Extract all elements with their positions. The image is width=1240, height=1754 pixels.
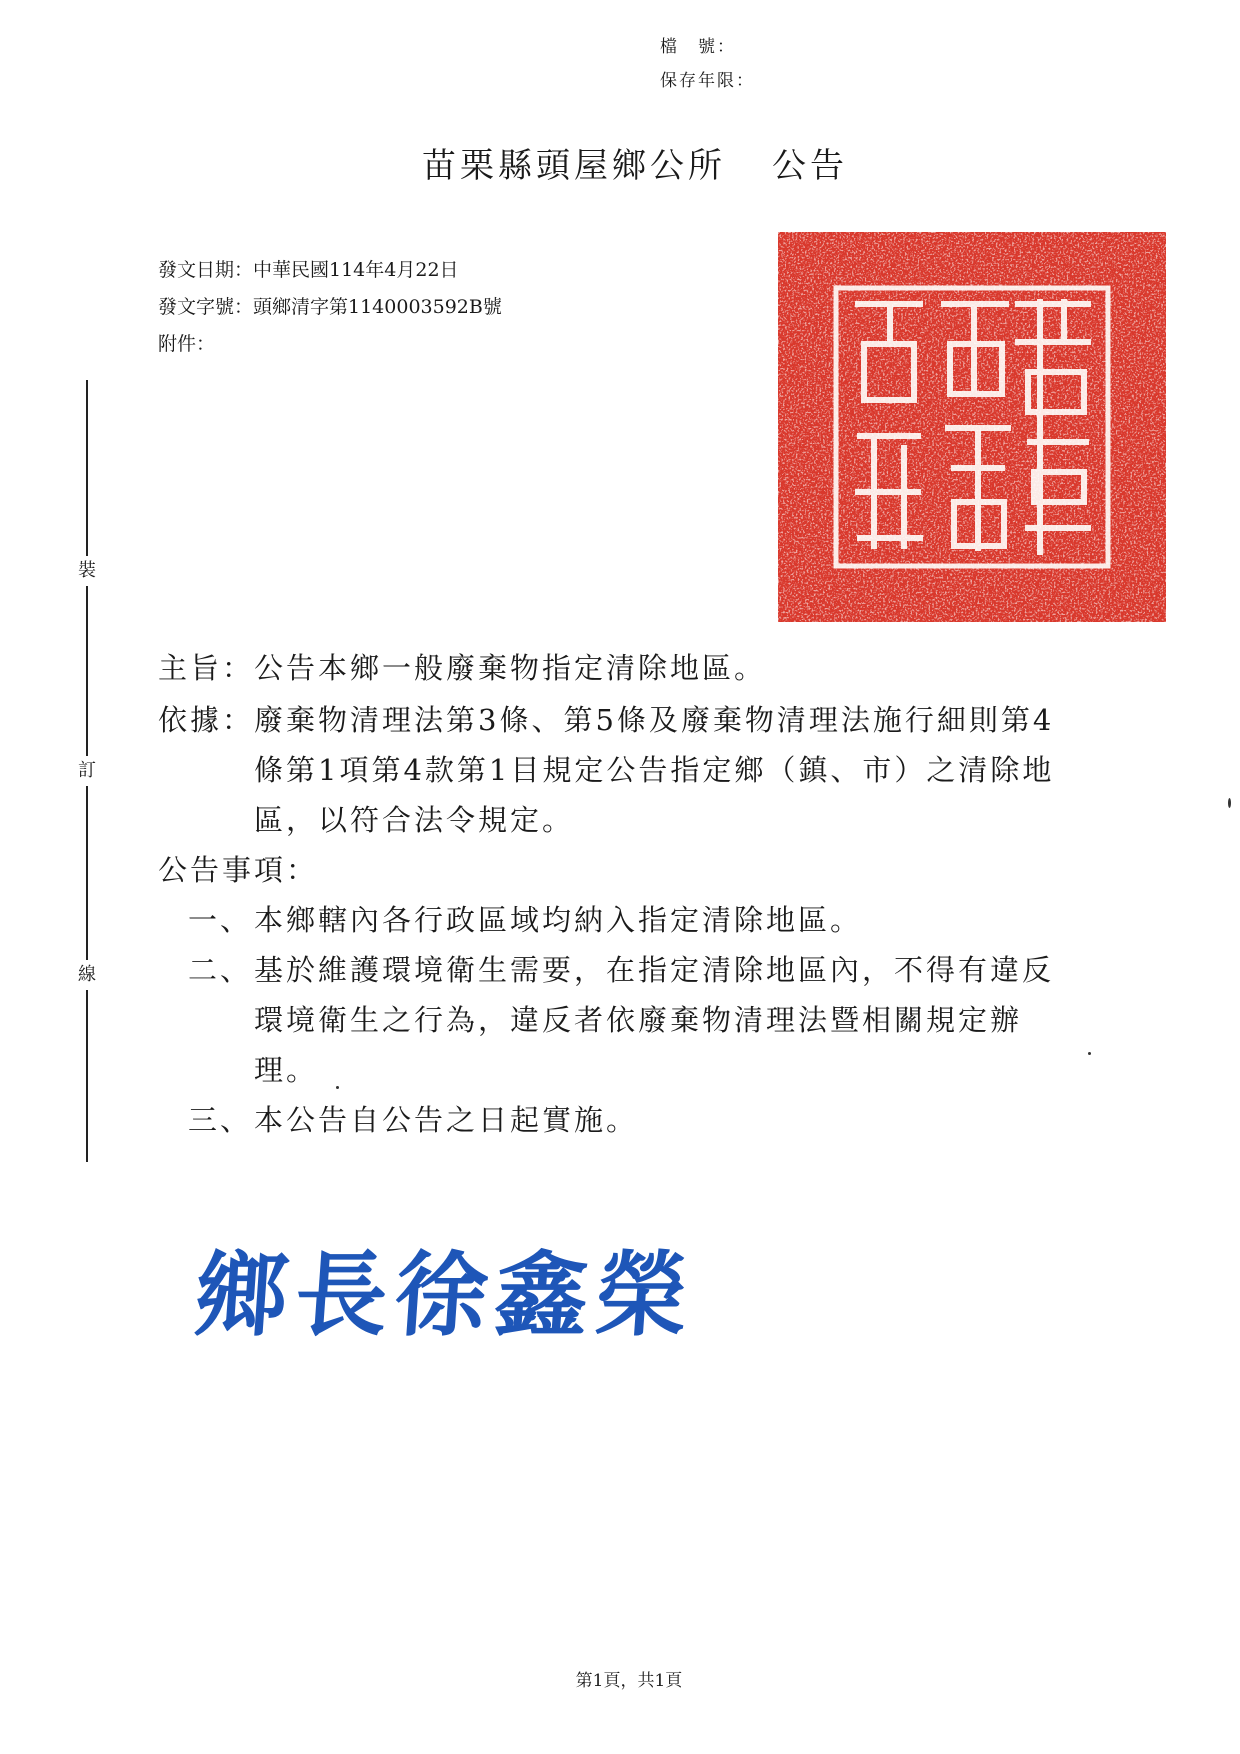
official-seal-icon (778, 232, 1166, 622)
title-kind: 公告 (772, 146, 848, 186)
title-org: 苗栗縣頭屋鄉公所 (422, 146, 726, 186)
basis-line-1: 廢棄物清理法第3條、第5條及廢棄物清理法施行細則第4 (254, 703, 1055, 737)
notice-item-3-num: 三、 (188, 1103, 253, 1137)
notice-item-2-num: 二、 (188, 953, 253, 987)
notice-item-1-num: 一、 (188, 903, 253, 937)
notice-item-2-line-1: 基於維護環境衛生需要，在指定清除地區內，不得有違反 (254, 953, 1055, 987)
notice-item-2-line-2: 環境衛生之行為，違反者依廢棄物清理法暨相關規定辦 (254, 1003, 1023, 1037)
signature-stamp: 鄉長徐鑫榮 (191, 1241, 700, 1349)
file-info (660, 30, 755, 98)
scan-speck (336, 1086, 339, 1089)
attachment-label: 附件： (158, 333, 216, 355)
issue-date: 發文日期：中華民國114年4月22日 (158, 259, 459, 281)
binding-char-1: 裝 (74, 556, 100, 586)
subject-text: 公告本鄉一般廢棄物指定清除地區。 (254, 651, 767, 685)
notice-item-3-line-1: 本公告自公告之日起實施。 (254, 1103, 639, 1137)
subject (158, 646, 766, 687)
notices-label: 公告事項： (158, 853, 319, 887)
notice-item-1-line-1: 本鄉轄內各行政區域均納入指定清除地區。 (254, 903, 863, 937)
basis-line-2: 條第1項第4款第1目規定公告指定鄉（鎮、市）之清除地 (254, 753, 1055, 787)
retention-label: 保存年限： (660, 71, 755, 91)
page-number: 第1頁，共1頁 (575, 1671, 683, 1691)
binding-char-3: 線 (74, 960, 100, 990)
scan-speck (1088, 1052, 1091, 1055)
basis-line-3: 區，以符合法令規定。 (254, 803, 575, 837)
scan-speck (1228, 798, 1231, 808)
document-number: 發文字號：頭鄉清字第1140003592B號 (158, 296, 502, 318)
binding-char-2: 訂 (74, 756, 100, 786)
document-meta (158, 252, 502, 363)
notice-item-2-line-3: 理。 (254, 1053, 319, 1087)
page-title (0, 138, 1240, 187)
basis-label: 依據： (158, 703, 255, 737)
subject-label: 主旨： (158, 651, 255, 685)
file-number-label: 檔 號： (660, 37, 736, 57)
